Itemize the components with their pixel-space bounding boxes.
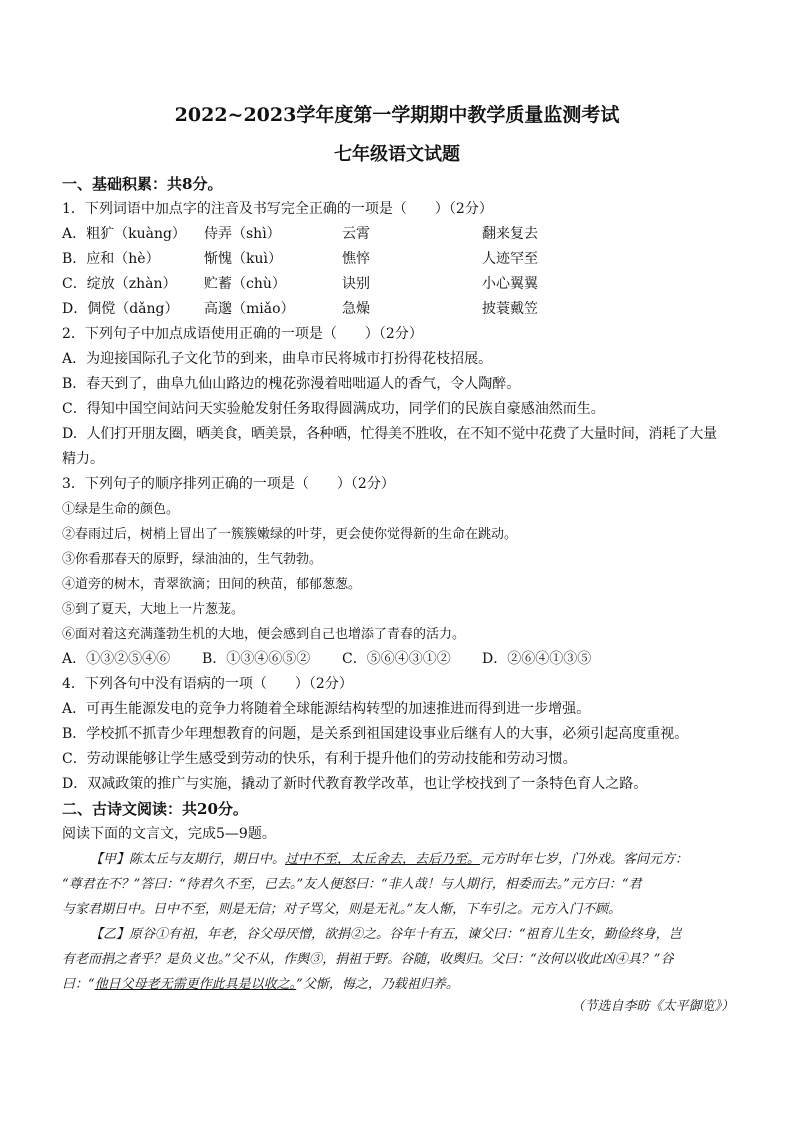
q3-sentence-4: ④道旁的树木，青翠欲滴；田间的秧苗，郁郁葱葱。 [62,577,362,592]
q3-option-a: A．①③②⑤④⑥ [62,651,171,667]
q3-option-d: D．②⑥④①③⑤ [482,651,592,667]
q1-c-3: 诀别 [342,276,370,292]
q3-option-b: B．①③④⑥⑤② [202,651,311,667]
q4-option-c: C．劳动课能够让学生感受到劳动的快乐，有利于提升他们的劳动技能和劳动习惯。 [62,751,577,767]
q3-options [62,647,738,672]
q1-option-b [62,247,738,272]
q2-option-b: B．春天到了，曲阜九仙山路边的槐花弥漫着咄咄逼人的香气，令人陶醉。 [62,376,521,392]
q2-stem: 2．下列句子中加点成语使用正确的一项是（ ）（2分） [62,326,423,342]
q2-option-d: D．人们打开朋友圈，晒美食，晒美景，各种晒，忙得美不胜收，在不知不觉中花费了大量时间，消耗了大量 [62,426,717,442]
passage-yi-line-2: 有老而捐之者乎？是负义也。”父不从，作舆③，捐祖于野。谷随，收舆归。父曰：“汝何以收此凶④具？”谷 [62,952,674,967]
q1-c-2: 贮蓄（chù） [204,276,286,292]
q1-b-4: 人迹罕至 [482,251,538,267]
q4-option-a: A．可再生能源发电的竞争力将随着全球能源结构转型的加速推进而得到进一步增强。 [62,701,591,717]
q1-c-4: 小心翼翼 [482,276,538,292]
passage-jia-line-3: 与家君期日中。日中不至，则是无信；对子骂父，则是无礼。”友人惭，下车引之。元方入门不顾。 [62,902,622,917]
q1-a-3: 云霄 [342,226,370,242]
q1-stem: 1．下列词语中加点字的注音及书写完全正确的一项是（ ）（2分） [62,201,493,217]
q3-option-c: C．⑤⑥④③①② [342,651,451,667]
passage-yi-line-1: 【乙】原谷①有祖，年老，谷父母厌憎，欲捐②之。谷年十有五，谏父曰：“祖育儿生女，勤俭终身，岂 [90,927,682,942]
passage-source: （节选自李昉《太平御览》） [571,999,734,1014]
q3-sentence-5: ⑤到了夏天，大地上一片葱茏。 [62,602,245,617]
q3-sentence-3: ③你看那春天的原野，绿油油的，生气勃勃。 [62,552,323,567]
q3-sentence-6: ⑥面对着这充满蓬勃生机的大地，便会感到自己也增添了青春的活力。 [62,627,466,642]
q1-a-2: 侍弄（shì） [204,226,281,242]
q2-option-a: A．为迎接国际孔子文化节的到来，曲阜市民将城市打扮得花枝招展。 [62,351,493,367]
yi-underlined: 他日父母老无需更作此具是以收之。 [94,977,297,992]
q4-option-d: D．双减政策的推广与实施，撬动了新时代教育教学改革，也让学校找到了一条特色育人之路。 [62,776,648,792]
q1-b-3: 憔悴 [342,251,370,267]
q3-sentence-1: ①绿是生命的颜色。 [62,502,180,517]
q2-option-d-cont: 精力。 [62,451,104,467]
q2-option-c: C．得知中国空间站问天实验舱发射任务取得圆满成功，同学们的民族自豪感油然而生。 [62,401,605,417]
q1-d-2: 高邈（miǎo） [204,301,295,317]
q1-d-4: 披蓑戴笠 [482,301,538,317]
q1-option-a [62,222,738,247]
q1-d-3: 急燥 [342,301,370,317]
q3-sentence-2: ②春雨过后，树梢上冒出了一簇簇嫩绿的叶芽，更会使你觉得新的生命在跳动。 [62,527,518,542]
exam-title: 2022~2023学年度第一学期期中教学质量监测考试 [174,104,620,126]
q1-a-4: 翻来复去 [482,226,538,242]
q1-a-1: A．粗犷（kuàng） [62,226,186,242]
q1-option-d [62,297,738,322]
jia-underlined: 过中不至，太丘舍去，去后乃至。 [285,852,481,867]
q1-d-1: D．倜傥（dǎng） [62,301,179,317]
passage-yi-line-3 [62,972,738,997]
section-2-heading: 二、古诗文阅读：共20分。 [62,800,248,818]
jia-text-2: 元方时年七岁，门外戏。客问元方： [480,852,689,867]
q3-stem: 3．下列句子的顺序排列正确的一项是（ ）（2分） [62,476,395,492]
q1-option-c [62,272,738,297]
jia-text-1: 【甲】陈太丘与友期行，期日中。 [90,852,286,867]
q1-c-1: C．绽放（zhàn） [62,276,177,292]
q4-option-b: B．学校抓不抓青少年理想教育的问题，是关系到祖国建设事业后继有人的大事，必须引起高度重视。 [62,726,689,742]
q4-stem: 4．下列各句中没有语病的一项（ ）（2分） [62,676,353,692]
exam-subtitle: 七年级语文试题 [334,144,460,165]
yi-text-1: 曰：“ [62,977,95,992]
passage-jia-line-2: “尊君在不？”答曰：“待君久不至，已去。”友人便怒曰：“非人哉！与人期行，相委而去。”元方曰：“君 [62,877,642,892]
yi-text-2: ”父惭，悔之，乃载祖归养。 [296,977,459,992]
passage-jia-line-1 [90,847,738,872]
q1-b-1: B．应和（hè） [62,251,160,267]
q1-b-2: 惭愧（kuì） [204,251,282,267]
reading-intro: 阅读下面的文言文，完成5—9题。 [62,826,276,842]
section-1-heading: 一、基础积累：共8分。 [62,175,223,193]
